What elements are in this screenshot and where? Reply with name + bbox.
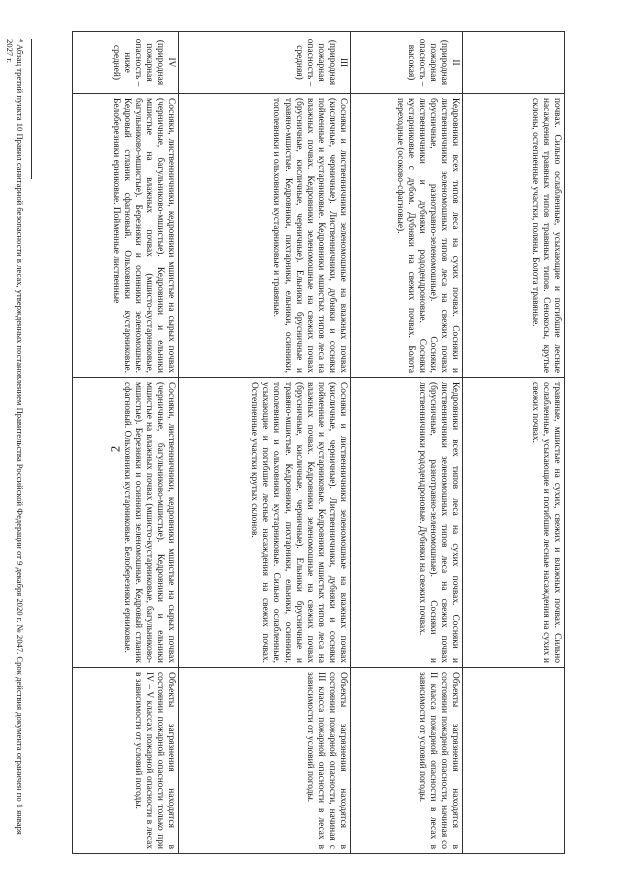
conditions-cell: Сосняки и лиственничники зеленомошные на влажных почвах (кисличные, черничные). Лиственничники, дубняки и сосняки пойменные и кустарниковые. Кедровники мшистых типов леса на влажных почвах. Кедровники зеленомошные на свежих почвах (брусничные, кисличные, черничные). Ельники брусничные и травяно-мшистые. Кедровники, пихтарники, ельники, осинники, тополевники и ольховники кустарниковые. Сильно ослабленные, усыхающие и погибшие лесные насаждения на свежих почвах. Остепненные участки крутых склонов. bbox=[179, 378, 351, 668]
table-row bbox=[463, 32, 565, 854]
plantations-cell: почвах. Сильно ослабленные, усыхающие и погибшие лесные насаждения травяных типов травяных типов. Сенокосы, крутые склоны, остепненные участки, поляны. Болота травяные. bbox=[463, 94, 565, 378]
plantations-cell: Кедровники всех типов леса на сухих почвах. Сосняки и лиственничники зеленомошных типов леса на свежих почвах брусничные, разнотравно-зеленомошные). Сосняки, лиственничники и дубняки рододендроновые. Сосняки кустарниковые с дубом. Дубняки на свежих почвах. Болота переходные (осоково-сфагновые). bbox=[351, 94, 463, 378]
footnote-separator bbox=[31, 39, 32, 179]
table-row bbox=[179, 32, 351, 854]
zone-cell: II (природная пожарная опасность – высокая) bbox=[351, 32, 463, 94]
zone-cell bbox=[463, 32, 565, 94]
plantations-cell: Сосняки, лиственничники, кедровники мшистые на сырых почвах (черничные, багульниково-мшистые). Кедровники и ельники мшистые на влажных почвах (мшисто-кустарниковые, багульниково-мшистые). Березняки и осинники зеленомошные. Кедровый стланик сфагновый. Ольховники кустарниковые. Белоберезняки ерниковые. Пойменные лиственные bbox=[73, 94, 179, 378]
page-number: 2 bbox=[107, 445, 123, 453]
table-row bbox=[351, 32, 463, 854]
objects-cell: Объекты загрязнения находятся в состоянии пожарной опасности только при IV – V классах пожарной опасности в лесах в зависимости от условий погоды. bbox=[73, 668, 179, 854]
rotated-page-content bbox=[5, 31, 565, 853]
table-row bbox=[73, 32, 179, 854]
conditions-cell: Сосняки, лиственничники, кедровники мшистые на сырых почвах (черничные, багульниково-мшистые). Кедровники и ельники мшистые на влажных почвах (мшисто-кустарниковые, багульниково-мшистые). Березняки и осинники зеленомошные. Кедровый стланик сфагновый. Ольховники кустарниковые. Белоберезняки ерниковые. bbox=[73, 378, 179, 668]
objects-cell bbox=[463, 668, 565, 854]
footnote: ⁴ Абзац третий пункта 10 Правил санитарной безопасности в лесах, утвержденных постановлением Правительства Российской Федерации от 9 декабря 2020 г. № 2047. Срок действия документа ограничен по 1 января 2027 г. bbox=[5, 39, 25, 835]
conditions-cell: Кедровники всех типов леса на сухих почвах. Сосняки и лиственничники зеленомошных типов леса на свежих почвах (брусничные, разнотравно-зеленомошные). Сосняки и лиственничники рододендроновые. Дубняки на свежих почвах. bbox=[351, 378, 463, 668]
plantations-cell: Сосняки и лиственничники зеленомошные на влажных почвах (кисличные, черничные). Лиственничники, дубняки и сосняки пойменные и кустарниковые. Кедровники мшистых типов леса на влажных почвах. Кедровники зеленомошные на свежих почвах (брусничные, кисличные, черничные). Ельники брусничные и травяно-мшистые. Кедровники, пихтарники, ельники, осинники, тополевники и ольховники кустарниковые и травяные. bbox=[179, 94, 351, 378]
conditions-cell: травяные, мшистые на сухих, свежих и влажных почвах. Сильно ослабленные, усыхающие и погибшие лесные насаждения на сухих и свежих почвах. bbox=[463, 378, 565, 668]
objects-cell: Объекты загрязнения находятся в состоянии пожарной опасности, начиная со II класса пожарной опасности в лесах в зависимости от условий погоды. bbox=[351, 668, 463, 854]
zone-cell: III (природная пожарная опасность – средняя) bbox=[179, 32, 351, 94]
objects-cell: Объекты загрязнения находятся в состоянии пожарной опасности, начиная с III класса пожарной опасности в лесах в зависимости от условий погоды. bbox=[179, 668, 351, 854]
fire-danger-table bbox=[72, 31, 565, 854]
zone-cell: IV (природная пожарная опасность – ниже средней) bbox=[73, 32, 179, 94]
